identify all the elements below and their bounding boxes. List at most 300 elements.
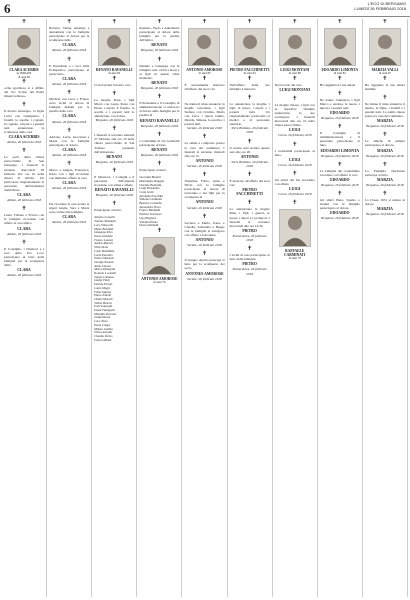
cross-icon: ✝ xyxy=(292,75,298,82)
cross-icon: ✝ xyxy=(201,251,207,258)
obituary-notice xyxy=(320,191,360,220)
condolence-name: Pietro Zanchi xyxy=(94,293,111,298)
notice-text: I condomini di via Garibaldi partecipano al lutto. xyxy=(139,138,180,147)
obituary-notice xyxy=(365,191,405,216)
cross-icon: ✝ xyxy=(292,200,298,207)
condolence-list xyxy=(139,176,179,228)
notice-name: MARZIA xyxy=(377,148,393,153)
notice-name: CLARA xyxy=(17,226,31,231)
notice-place-date: Bergamo, 26 febbraio 2018 xyxy=(321,153,359,158)
column-8 xyxy=(318,19,363,597)
notice-text: Le famiglie del condominio ricordano con affetto il caro xyxy=(319,168,360,177)
notice-text: Il Consiglio, i Direttori e i soci della Pro Loco partecipano al lutto della famiglia per la scomparsa della xyxy=(4,246,45,268)
portrait-photo xyxy=(369,28,401,66)
condolence-name: Walter Belotti xyxy=(94,300,112,305)
condolence-name: Simone Carminati xyxy=(139,197,162,202)
cross-icon: ✝ xyxy=(111,201,117,208)
notice-name: ANTONIO xyxy=(195,158,214,163)
portrait-photo xyxy=(234,28,266,66)
condolence-name: Enrico Mazzola xyxy=(94,256,114,261)
notice-text: Il Gruppo Alpini partecipa al lutto per la scomparsa del socio xyxy=(184,258,225,271)
deceased-name: RAFFAELE CARMINATI xyxy=(284,249,306,258)
notice-place-date: Bergamo, 26 febbraio 2018 xyxy=(366,183,404,187)
notice-text: La moglie Teresa, i figli con le rispettive famiglie annunciano la sua scomparsa. I funerali mercoledì alle ore 10 nella chiesa parrocchiale. xyxy=(274,102,315,128)
notice-place-date: Bergamo, 26 febbraio 2018 xyxy=(321,116,359,121)
notice-text: Gli amici Piero, Sandro e Gianni con le famiglie partecipano al dolore. xyxy=(319,198,360,211)
condolence-name: Paola Crippa xyxy=(94,322,111,327)
notice-place-date: Bergamo, 26 febbraio 2018 xyxy=(321,183,359,187)
obituary-notice xyxy=(184,134,224,168)
notice-name: PIETRO xyxy=(242,228,257,233)
condolence-name: Gianni Rossi xyxy=(94,315,111,320)
obituary-notice xyxy=(320,124,360,158)
condolence-name: Davide Ferrari xyxy=(94,282,113,287)
notice-text: Il Direttore, i Colleghi e il personale dell'azienda ricordano con stima e affetto xyxy=(94,174,135,188)
obituary-notice xyxy=(49,195,89,224)
notice-name: MARZIA xyxy=(377,207,393,212)
notice-text: I condomini partecipano al lutto. xyxy=(274,148,315,157)
obituary-notice xyxy=(139,19,179,53)
notice-place-date: Albino, 26 febbraio 2018 xyxy=(52,119,87,124)
photo-notice xyxy=(94,19,134,76)
notice-text: Ha raggiunto la sua amata mamma xyxy=(364,82,405,91)
notice-text: È serenamente mancato all'affetto dei suoi cari xyxy=(184,82,225,91)
obituary-notice xyxy=(4,79,44,98)
cross-icon: ✝ xyxy=(292,170,298,177)
notice-name: RENATO RAVANELLI xyxy=(94,188,134,193)
cross-icon: ✝ xyxy=(201,19,207,25)
obituary-notice xyxy=(49,19,89,53)
notice-name: RENATO xyxy=(151,43,168,48)
notice-text: I funerali si terranno martedì 27 febbraio alle ore 10 nella chiesa parrocchiale di San Tomaso partendo dall'abitazione. xyxy=(94,133,135,154)
cross-icon: ✝ xyxy=(111,126,117,133)
notice-name: MARZIA xyxy=(377,177,393,182)
deceased-age: di anni 82 xyxy=(108,71,121,75)
cross-icon: ✝ xyxy=(156,19,162,25)
deceased-name: ANTONIO AMOROSE xyxy=(141,277,178,281)
condolence-name: Andrea Bertoli xyxy=(94,241,113,246)
obituary-notice xyxy=(94,91,134,123)
notice-place-date: Albino, 26 febbraio 2018 xyxy=(52,219,87,224)
column-5 xyxy=(182,19,227,597)
cross-icon: ✝ xyxy=(382,19,388,25)
condolence-name: Lucia Pezzotta xyxy=(94,252,113,257)
notice-text: Adriano, Lucia, Giovanna e Maria con le famiglie partecipano al dolore. xyxy=(49,134,90,147)
photo-notice xyxy=(4,19,44,79)
cross-icon: ✝ xyxy=(337,161,343,168)
condolence-name: Alberto Cornelli xyxy=(94,215,115,220)
notice-text: Marco e Angela, Francesca, Paolo con i figli ricordano con immenso affetto la cara xyxy=(49,168,90,181)
column-3 xyxy=(92,19,137,597)
notice-text: La Famiglia Nazionale partecipa al lutto. xyxy=(364,168,405,177)
obituary-notice xyxy=(275,76,315,92)
deceased-age: di anni 80 xyxy=(198,71,211,75)
cross-icon: ✝ xyxy=(292,95,298,102)
condolence-name: Franca Milesi xyxy=(94,337,112,342)
obituary-notice xyxy=(365,95,405,129)
column-7 xyxy=(273,19,318,597)
cross-icon: ✝ xyxy=(247,94,253,101)
cross-icon: ✝ xyxy=(66,127,72,134)
cross-icon: ✝ xyxy=(337,75,343,82)
obituary-notice xyxy=(365,76,405,91)
notice-place-date: Albino, 26 febbraio 2018 xyxy=(7,140,42,145)
cross-icon: ✝ xyxy=(201,94,207,101)
notice-name: CLARA xyxy=(62,181,76,186)
column-2 xyxy=(47,19,92,597)
obituary-notice xyxy=(320,91,360,120)
cross-icon: ✝ xyxy=(247,138,253,145)
paper-date: LUNEDÌ 26 FEBBRAIO 2018 xyxy=(354,6,406,11)
obituary-notice xyxy=(184,76,224,91)
notice-name: CLARA xyxy=(17,268,31,273)
notice-place-date: Seriate, 26 febbraio 2018 xyxy=(187,205,222,210)
cross-icon: ✝ xyxy=(21,102,27,109)
condolence-name: Ugo Brignoli xyxy=(139,215,156,220)
notice-text: Michele con Luca e Franco sono vicini al dolore di famiglia Indiani per la perdita della cara xyxy=(49,97,90,114)
column-4 xyxy=(137,19,182,597)
notice-text: Gli amici del bar ricordano con affetto xyxy=(274,177,315,186)
photo-notice xyxy=(139,228,179,285)
notice-text: È mancato all'affetto dei suoi cari xyxy=(229,179,270,188)
notice-name: ANTONIO xyxy=(195,238,214,243)
notice-place-date: Albino, 26 febbraio 2018 xyxy=(52,186,87,191)
obituary-notice xyxy=(4,240,44,278)
deceased-name: RENATO RAVANELLI xyxy=(95,68,133,72)
notice-name: RENATO xyxy=(151,80,168,85)
notice-place-date: Bergamo, 26 febbraio 2018 xyxy=(366,124,404,129)
obituary-notice xyxy=(230,95,270,135)
notice-name: ANTONIO xyxy=(195,200,214,205)
deceased-age: di anni 79 xyxy=(153,280,166,284)
condolence-name: Claudio Perico xyxy=(94,333,113,338)
notice-text: Il Presidente e il Consiglio di amministrazione si uniscono al dolore della famiglia per la perdita di xyxy=(139,101,180,118)
condolence-name: Marco Pellegrini xyxy=(94,267,116,272)
cross-icon: ✝ xyxy=(66,194,72,201)
notice-text: Daniela e Giuseppe con la famiglia sono vicini a Rosa e ai figli in questo triste momento. xyxy=(139,63,180,80)
page-number: 6 xyxy=(4,1,11,16)
notice-place-date: Albino, 26 febbraio 2018 xyxy=(52,48,87,53)
notice-place-date: Bergamo, 26 febbraio 2018 xyxy=(321,216,359,221)
cross-icon: ✝ xyxy=(247,19,253,25)
notice-place-date: Seriate, 26 febbraio 2018 xyxy=(187,163,222,168)
photo-notice xyxy=(275,200,315,261)
deceased-name: EDOARDO LIMONTA xyxy=(321,68,359,72)
condolence-name: Luigi Pizzaballa xyxy=(139,186,160,191)
deceased-age: di anni 67 xyxy=(378,71,391,75)
notice-place-date: Curno, 26 febbraio 2018 xyxy=(277,162,312,167)
notice-place-date: Torre Boldone, 26 febbraio 2018 xyxy=(231,159,269,168)
condolence-name: Anna Carrara xyxy=(94,263,111,268)
notice-text: Ha raggiunto la sua amata xyxy=(319,82,356,87)
condolence-name: Paolo Ghisleni xyxy=(94,233,113,238)
notice-name: EDOARDO xyxy=(330,177,350,182)
notice-text: La moglie Rosa, i figli Marco con Laura, Paolo con Elena, i nipoti, il fratello, la sorella e i parenti tutti lo annunciano con dolore. xyxy=(94,97,135,119)
cross-icon: ✝ xyxy=(292,19,298,25)
obituary-notice xyxy=(320,162,360,187)
cross-icon: ✝ xyxy=(21,206,27,213)
obituary-notice xyxy=(184,172,224,210)
notice-text: Ci ha lasciati il nostro caro xyxy=(94,82,131,87)
cross-icon: ✝ xyxy=(66,161,72,168)
notice-name: CLARA xyxy=(62,147,76,152)
obituary-notice xyxy=(320,76,360,87)
notice-name: MARZIA xyxy=(377,119,393,124)
column-1 xyxy=(2,19,47,597)
notice-text: Romano, Paola e Annamaria partecipano al dolore della famiglia per la perdita dell'amico xyxy=(139,26,180,43)
notice-place-date: Bergamo, 26 febbraio 2018 xyxy=(140,86,179,91)
notice-text: La salma è composta presso la casa del commiato. I funerali si terranno martedì alle ore 15. xyxy=(184,141,225,158)
condolence-name: Patrizia Vavassori xyxy=(139,212,162,217)
portrait-photo xyxy=(324,28,356,66)
page-header xyxy=(0,0,410,17)
condolence-list xyxy=(94,216,134,342)
cross-icon: ✝ xyxy=(156,56,162,63)
notice-name: LUIGI xyxy=(289,128,301,133)
obituary-notice xyxy=(4,148,44,202)
cross-icon: ✝ xyxy=(21,19,27,25)
condolence-name: Ivan Sonzogni xyxy=(94,304,113,309)
cross-icon: ✝ xyxy=(66,56,72,63)
cross-icon: ✝ xyxy=(201,172,207,178)
notice-text: Roberto, Vanna, Amerigo e Annamaria con le famiglie partecipano al dolore per la scomparsa della xyxy=(49,26,90,43)
portrait-photo xyxy=(8,28,40,66)
deceased-age: di anni 82 xyxy=(18,74,31,79)
cross-icon: ✝ xyxy=(156,161,162,168)
cross-icon: ✝ xyxy=(21,148,27,155)
deceased-alias: in INDIANI xyxy=(16,71,32,75)
obituary-notice xyxy=(49,128,89,157)
notice-text: Ne danno il triste annuncio la moglie Giovanna, i figli Stefano con Cristina, Maria con Luca, i nipoti Giulia, Davide, Simone, la sorella e i parenti tutti. xyxy=(184,101,225,127)
deceased-age: di anni 78 xyxy=(288,256,301,261)
notice-name: CLARA ACERBIS xyxy=(8,135,40,140)
cross-icon: ✝ xyxy=(382,191,388,198)
notice-place-date: Bergamo, 26 febbraio 2018 xyxy=(95,193,133,198)
notice-place-date: Seriate, 26 febbraio 2018 xyxy=(187,243,222,248)
obituary-notice xyxy=(94,168,134,197)
notice-text: Valentina, Fabio, Anna e Silvia con le famiglie partecipano al dolore di Giovanna e dei figli per la scomparsa di xyxy=(184,179,225,200)
condolence-name: Matteo Gamba xyxy=(94,326,113,331)
condolence-name: Alessandro Nava xyxy=(139,204,161,209)
portrait-photo xyxy=(188,28,220,66)
photo-notice xyxy=(230,19,270,76)
cross-icon: ✝ xyxy=(382,75,388,82)
deceased-age: di anni 84 xyxy=(243,71,256,75)
notice-name: LUIGI MONTANI xyxy=(279,87,311,92)
cross-icon: ✝ xyxy=(382,132,388,139)
notice-place-date: Seriate, 26 febbraio 2018 xyxy=(187,276,222,281)
condolence-name: Laura Magri xyxy=(94,285,110,290)
condolence-name: Dario Zambelli xyxy=(139,223,159,228)
obituary-notice xyxy=(230,200,270,242)
photo-notice xyxy=(320,19,360,76)
deceased-name: PIETRO FACCHINETTI xyxy=(229,68,270,72)
portrait-photo xyxy=(279,209,311,247)
obituary-notice xyxy=(275,171,315,196)
notice-place-date: Bergamo, 26 febbraio 2018 xyxy=(140,123,179,128)
notice-place-date: Curno, 26 febbraio 2018 xyxy=(277,192,312,197)
condolence-name: Luca Valsecchi xyxy=(94,222,113,227)
cross-icon: ✝ xyxy=(337,124,343,131)
notice-text: Ne danno l'annuncio i figli Marco e Andrea, le nuore, i nipoti e i parenti tutti. xyxy=(319,97,360,110)
notice-text: Nel ricordo del caro xyxy=(274,82,302,87)
notice-name: CLARA xyxy=(62,43,76,48)
portrait-photo xyxy=(143,237,175,275)
notice-text: Il marito Giuseppe, la figlia Lucia con Giampietro, i fratelli, le sorelle, i cognati, le cognate, i nipoti e i parenti tutti annunciano la scomparsa della cara xyxy=(4,109,45,134)
cross-icon: ✝ xyxy=(156,228,162,234)
notice-place-date: Bergamo, 26 febbraio 2018 xyxy=(95,159,133,164)
photo-notice xyxy=(275,19,315,76)
cross-icon: ✝ xyxy=(337,90,343,97)
notice-text: I vicini di casa partecipano al lutto della famiglia. xyxy=(229,253,270,262)
cross-icon: ✝ xyxy=(247,246,253,253)
deceased-name: ANTONIO AMOROSE xyxy=(186,68,223,72)
column-9 xyxy=(363,19,408,597)
notice-name: EDOARDO xyxy=(330,110,350,115)
paper-name: L'ECO DI BERGAMO xyxy=(367,1,406,6)
obituary-notice xyxy=(49,57,89,86)
condolence-name: Elena Fumagalli xyxy=(94,308,115,313)
cross-icon: ✝ xyxy=(111,90,117,97)
notice-place-date: Bergamo, 26 febbraio 2018 xyxy=(140,152,179,157)
notice-place-date: Torre Boldone, 26 febbraio 2018 xyxy=(231,126,269,135)
notice-place-date: Albino, 26 febbraio 2018 xyxy=(7,273,42,278)
condolence-name: Giorgio Pesenti xyxy=(94,259,114,264)
notice-name: RENATO RAVANELLI xyxy=(140,118,179,123)
cross-icon: ✝ xyxy=(66,90,72,97)
notice-place-date: Ponteranica, 26 febbraio 2018 xyxy=(232,267,267,276)
condolence-name: Osvaldo Beltrami xyxy=(139,182,162,187)
condolence-name: Giuseppe Riva xyxy=(94,230,113,235)
masthead xyxy=(354,1,406,11)
notice-text: Il rosario sarà recitato questa sera alle ore 20. xyxy=(229,145,270,154)
obituary-notice xyxy=(94,76,134,87)
notice-text: Partecipano al lutto: xyxy=(94,208,122,213)
condolence-name: Giovanni Bonetti xyxy=(139,175,161,180)
notice-name: PIETRO xyxy=(242,262,257,267)
portrait-photo xyxy=(279,28,311,66)
deceased-age: di anni 84 xyxy=(333,71,346,75)
notice-name: LUIGI xyxy=(289,187,301,192)
notice-place-date: Albino, 26 febbraio 2018 xyxy=(7,198,42,203)
notice-text: Ne danno il triste annuncio il marito, le figlie, i fratelli e i parenti tutti. La salma riposa presso la casa del commiato. xyxy=(364,101,405,119)
photo-notice xyxy=(184,19,224,76)
condolence-name: Stefano Mandelli xyxy=(94,219,116,224)
obituary-notice xyxy=(184,95,224,131)
obituary-notice xyxy=(275,96,315,138)
obituary-notice xyxy=(275,142,315,167)
notice-name: EDOARDO xyxy=(330,211,350,216)
obituary-notice xyxy=(49,90,89,124)
notice-text: Il Presidente e i soci della Polisportiva partecipano al grave lutto. xyxy=(49,63,90,76)
notice-name: PIETRO FACCHINETTI xyxy=(236,188,263,197)
deceased-name: CLARA ACERBIS xyxy=(9,68,39,72)
condolence-name: Franco Lazzari xyxy=(94,237,113,242)
notice-name: LUIGI xyxy=(289,157,301,162)
notice-text: Per ricordare la cara nonna le nipoti Giulia, Sara e Marta sono vicine alla famiglia. xyxy=(49,201,90,214)
notice-place-date: Albino, 26 febbraio 2018 xyxy=(7,231,42,236)
notice-name: RENATO xyxy=(106,154,123,159)
obituary-notice xyxy=(139,94,179,128)
cross-icon: ✝ xyxy=(292,141,298,148)
cross-icon: ✝ xyxy=(201,75,207,82)
obituary-notice xyxy=(230,76,270,91)
condolence-name: Sergio Cattaneo xyxy=(94,274,115,279)
obituary-notice xyxy=(230,246,270,275)
deceased-name: MARZIA VALLI xyxy=(371,68,399,72)
column-6 xyxy=(228,19,273,597)
notice-text: «Che sgorbioso si è afflitto dal ciò: Scritto del Padre misericordioso» xyxy=(4,86,45,99)
notice-name: ANTONIO xyxy=(240,154,259,159)
condolence-name: Massimo Ravasio xyxy=(94,311,117,316)
notice-place-date: Curno, 26 febbraio 2018 xyxy=(277,133,312,138)
notice-text: La Classe 1951 si unisce al dolore. xyxy=(364,198,405,207)
cross-icon: ✝ xyxy=(66,19,72,25)
notice-place-date: Bergamo, 26 febbraio 2018 xyxy=(366,212,404,217)
notice-text: Nell'affetto della sua famiglia è mancato xyxy=(229,82,270,91)
cross-icon: ✝ xyxy=(247,172,253,178)
obituary-notice xyxy=(94,126,134,164)
cross-icon: ✝ xyxy=(337,19,343,25)
notice-place-date: Bergamo, 26 febbraio 2018 xyxy=(95,118,133,123)
cross-icon: ✝ xyxy=(247,75,253,82)
condolence-name: Giulia Vitali xyxy=(94,278,110,283)
cross-icon: ✝ xyxy=(247,200,253,207)
condolence-name: Carlo Brembilla xyxy=(94,248,115,253)
cross-icon: ✝ xyxy=(111,167,117,174)
notice-text: Partecipano al lutto: xyxy=(139,168,167,173)
obituary-notice xyxy=(139,57,179,91)
condolence-name: Roberto Locatelli xyxy=(94,271,116,276)
notice-name: CLARA xyxy=(17,193,31,198)
obituary-notice xyxy=(49,161,89,190)
condolence-name: Franco Bettinelli xyxy=(139,208,161,213)
notice-text: Luciano e Maria, Ivano e Claudia, Antonella e Beppe con le famiglie si stringono con affetto a Giovanna. xyxy=(184,220,225,237)
notice-name: CLARA xyxy=(62,214,76,219)
notice-text: Lo annunciano la moglie Rina, i figli, i generi, le nuore, i nipoti e i pronipoti. I funerali si terranno mercoledì alle ore 14.30. xyxy=(229,207,270,228)
condolence-name: Silvia Rota xyxy=(94,245,109,250)
obituary-notice xyxy=(4,206,44,235)
notice-name: CLARA xyxy=(62,76,76,81)
condolence-name: Stefania Pirola xyxy=(139,219,158,224)
condolence-name: Antonella Facchini xyxy=(139,193,163,198)
condolence-name: Mario Bonfanti xyxy=(94,226,114,231)
obituary-notice xyxy=(184,251,224,280)
notice-name: ANTONIO AMOROSE xyxy=(185,271,224,276)
cross-icon: ✝ xyxy=(156,94,162,101)
obituary-notice xyxy=(139,132,179,157)
condolence-name: Luca Testa xyxy=(94,319,108,324)
notice-place-date: Albino, 26 febbraio 2018 xyxy=(52,152,87,157)
obituary-columns xyxy=(2,19,408,597)
notice-name: EDOARDO LIMONTA xyxy=(320,148,360,153)
notice-place-date: Bergamo, 26 febbraio 2018 xyxy=(140,48,179,53)
condolence-name: Beatrice Colombo xyxy=(139,201,162,206)
notice-place-date: Albino, 26 febbraio 2018 xyxy=(52,81,87,86)
obituary-notice xyxy=(4,102,44,144)
notice-name: RENATO xyxy=(151,147,168,152)
notice-text: Le amiche di sempre partecipano al dolore. xyxy=(364,139,405,148)
cross-icon: ✝ xyxy=(21,239,27,246)
notice-place-date: Seriate, 26 febbraio 2018 xyxy=(187,126,222,131)
obituary-notice xyxy=(230,139,270,168)
notice-name: CLARA xyxy=(62,114,76,119)
condolence-name: Chiara Moretti xyxy=(94,296,113,301)
obituary-notice xyxy=(184,214,224,248)
deceased-age: di anni 88 xyxy=(288,71,301,75)
cross-icon: ✝ xyxy=(156,131,162,138)
notice-text: Le parti della chiesa parrocchiale di San Giuseppe. I funerali si terranno mercoledì 28 febbraio alle ore 10 nella chiesa di Albino. Un particolare ringraziamento al personale dell'assistenza domiciliare. xyxy=(4,155,45,192)
